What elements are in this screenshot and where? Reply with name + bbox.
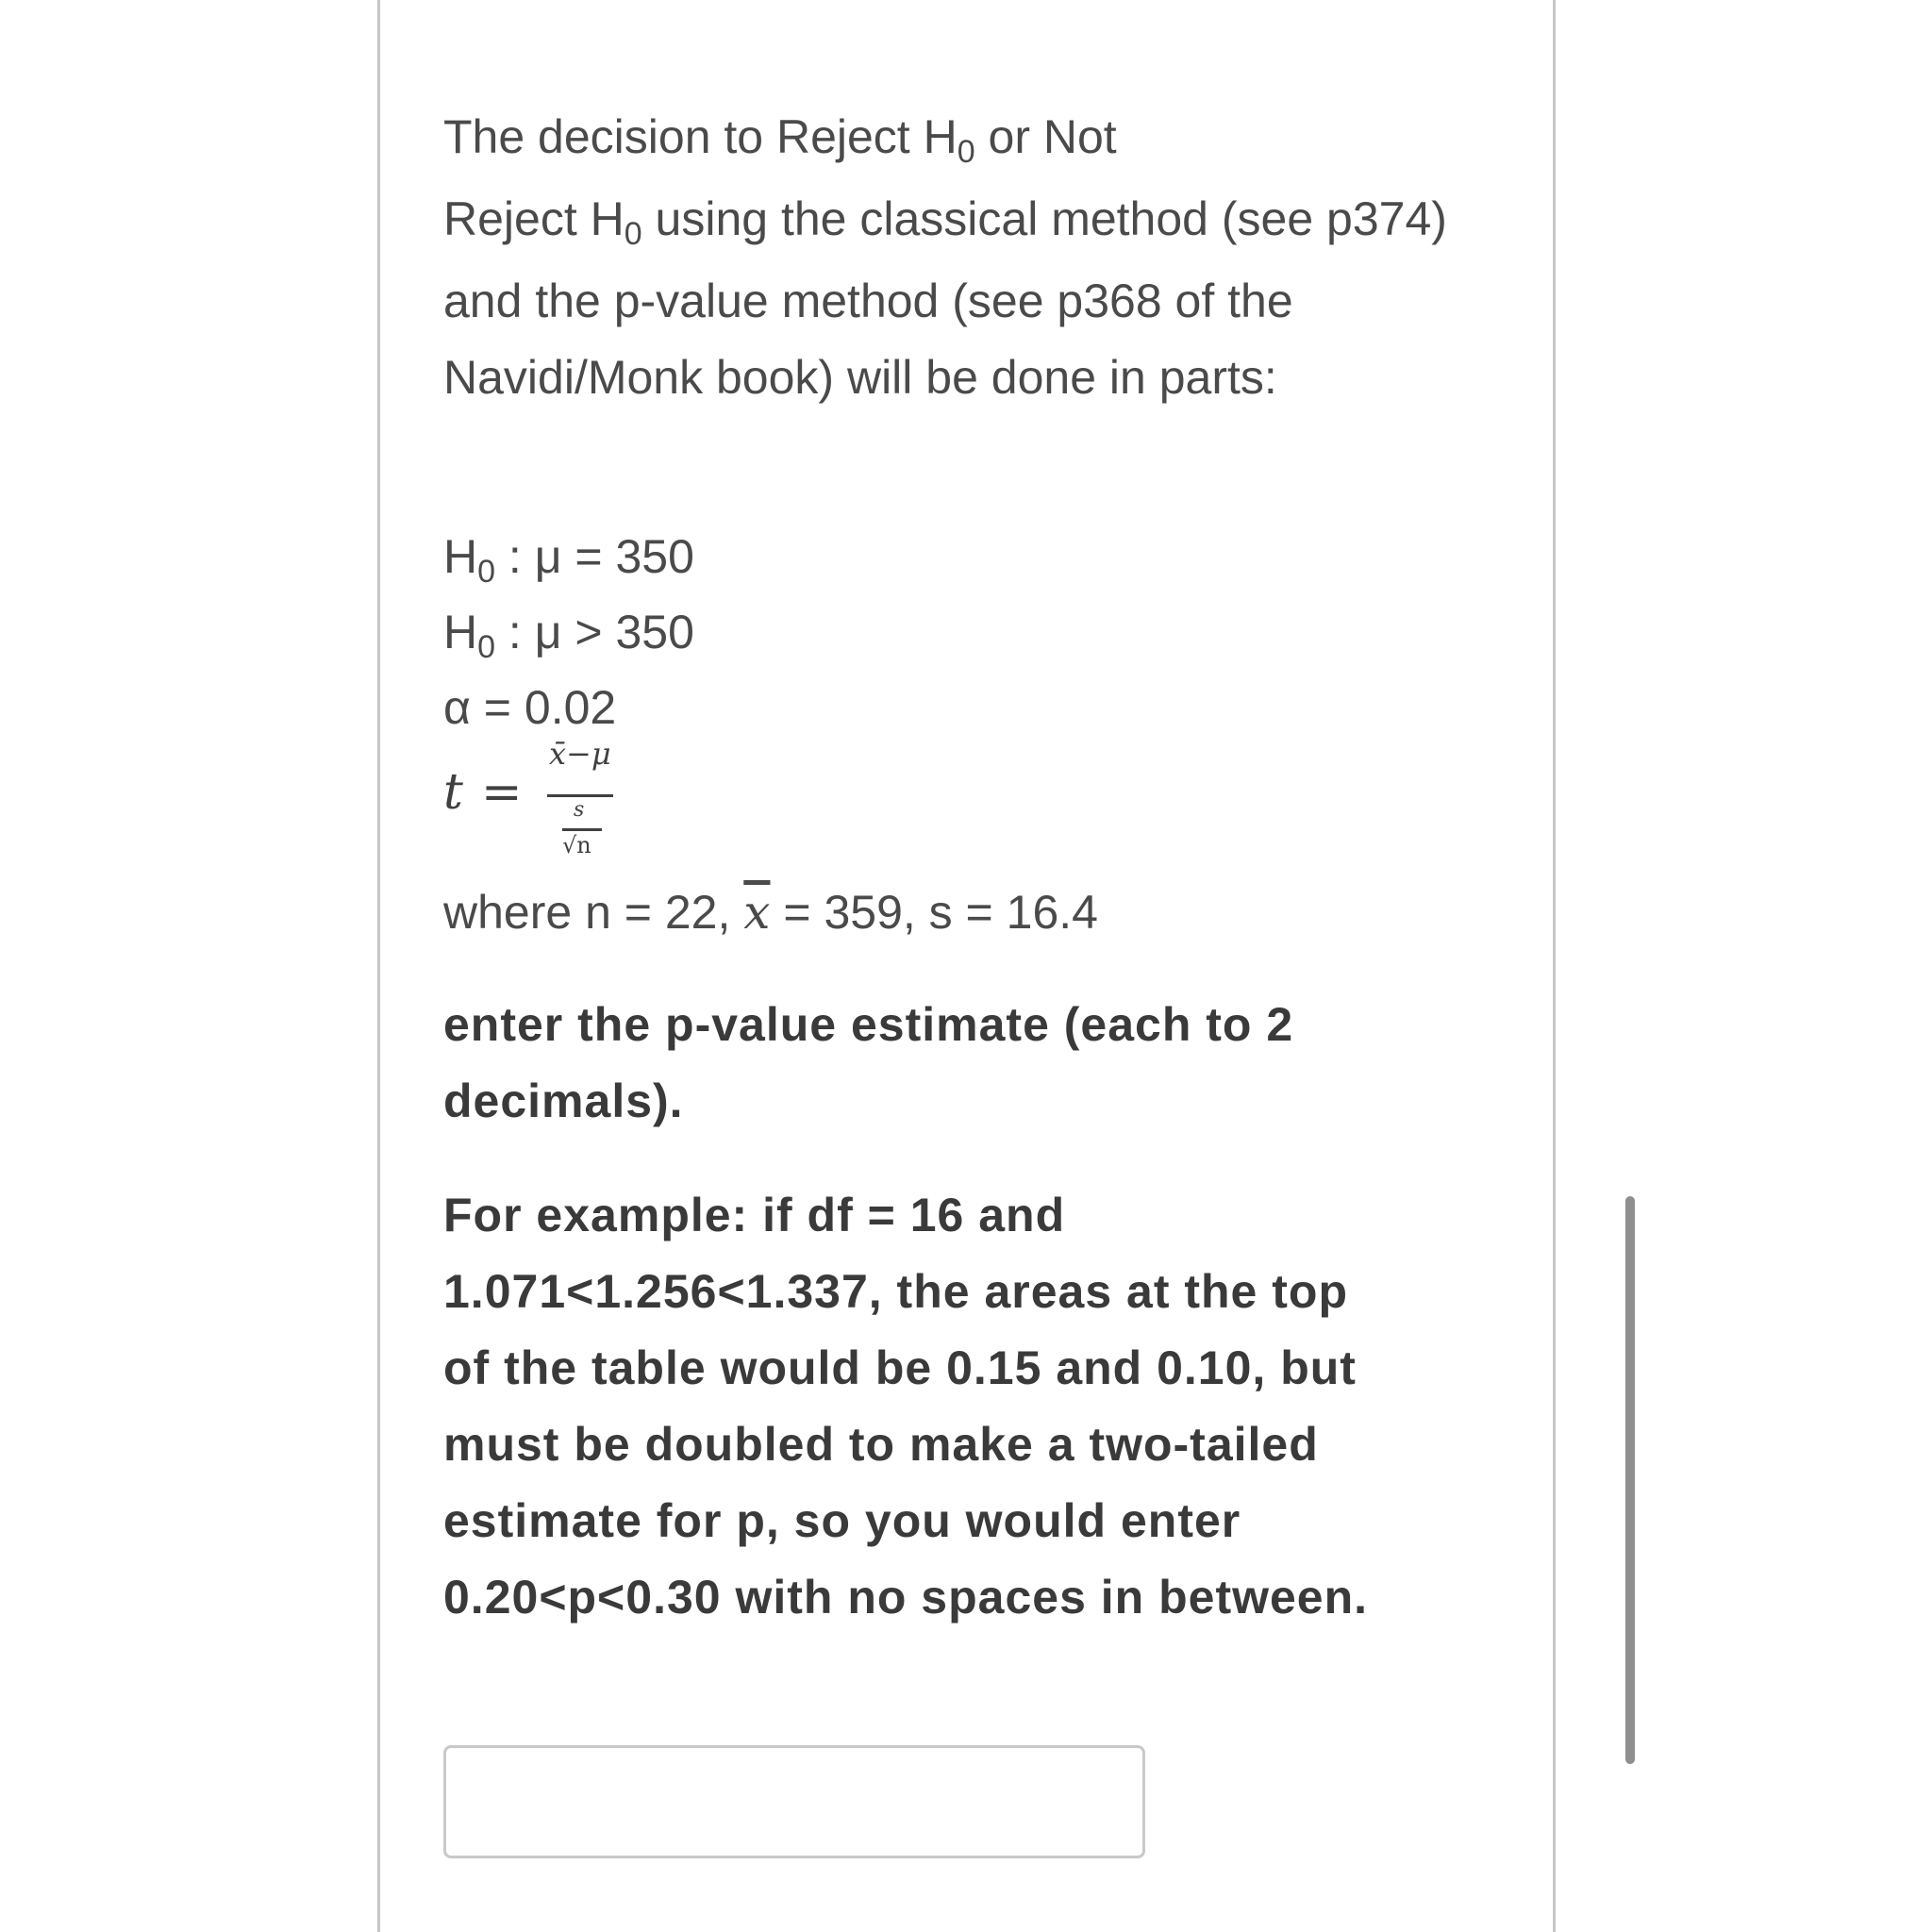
formula-sqrt-n: √n [562, 832, 591, 858]
given-values: where n = 22, $\overline{x} = 359$, s = 16.4 [443, 885, 1098, 940]
alpha-level: α = 0.02 [443, 681, 617, 734]
xbar-symbol: $\overline{x}$ [743, 885, 771, 940]
t-statistic-formula [443, 736, 726, 868]
intro-line-2: Reject $H_0$ using the classical method (see p374) [443, 192, 1447, 252]
instruction-paragraph-2: For example: if df = 16 and 1.071<1.256<1.337, the areas at the top of the table would be 0.15 and 0.10, but must be doubled to make a two-tailed estimate for p, so you would enter 0.20<p<0.30 with no spaces in between. [443, 1189, 1369, 1624]
intro-line-1: The decision to Reject $H_0$ or Not [443, 110, 1117, 170]
formula-numerator: x̄−μ [549, 736, 611, 772]
alternative-hypothesis: $H_0$ : μ > 350 [443, 606, 694, 665]
formula-equals: = [481, 764, 523, 821]
panel-right-border [1553, 0, 1556, 1932]
intro-line-3: and the p-value method (see p368 of the [443, 275, 1293, 327]
question-intro [443, 99, 1509, 416]
hypotheses [443, 519, 694, 745]
formula-fraction-bar [547, 794, 613, 797]
formula-s: s [574, 798, 585, 822]
p-value-answer-input[interactable] [443, 1745, 1145, 1858]
intro-line-4: Navidi/Monk book) will be done in parts: [443, 351, 1277, 404]
formula-t: t [443, 764, 463, 821]
vertical-scrollbar[interactable] [1625, 1196, 1635, 1764]
instruction-paragraph-1: enter the p-value estimate (each to 2 decimals). [443, 998, 1294, 1127]
panel-left-border [377, 0, 380, 1932]
formula-inner-fraction-bar [562, 828, 602, 831]
null-hypothesis: $H_0$ : μ = 350 [443, 530, 694, 590]
